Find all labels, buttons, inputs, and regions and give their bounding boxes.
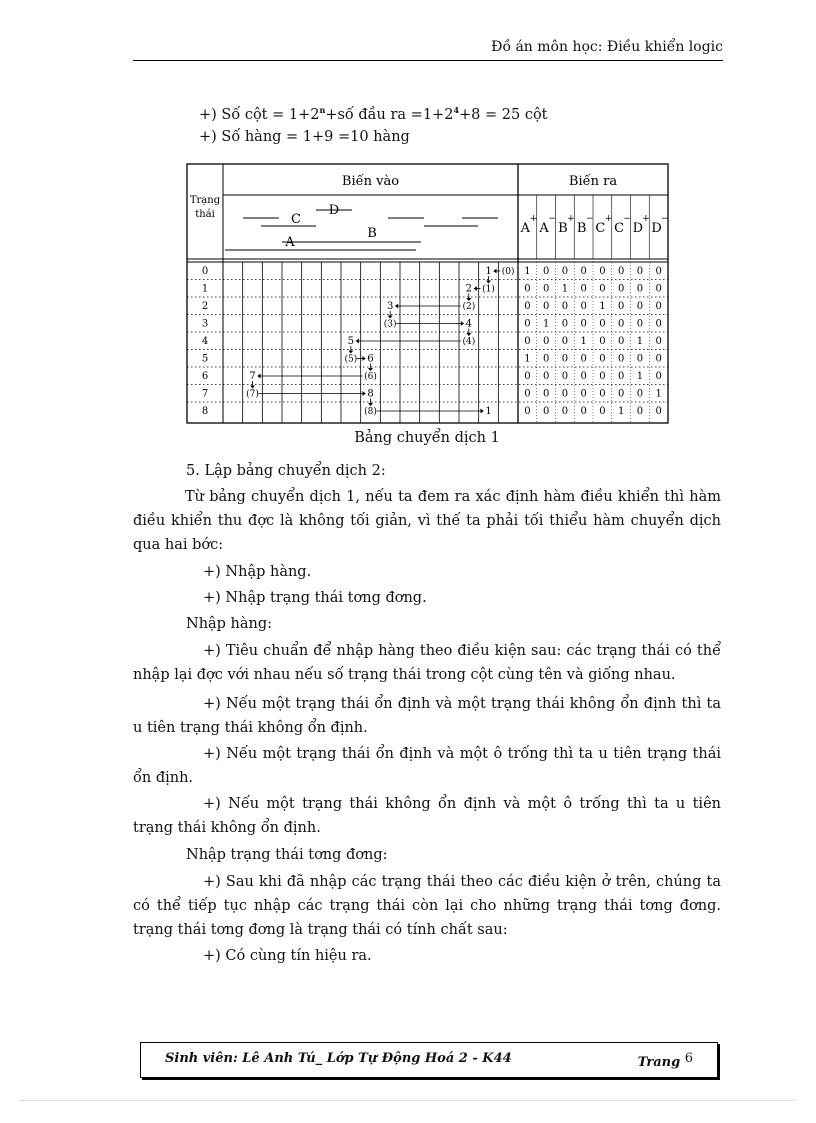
transition-mark: (8) <box>364 407 377 417</box>
output-var-sign: − <box>548 214 556 224</box>
output-var-sign: + <box>529 214 538 224</box>
output-value: 0 <box>599 336 606 347</box>
output-value: 0 <box>524 301 531 312</box>
output-value: 0 <box>561 406 569 417</box>
subheading-nhap-hang: Nhập hàng: <box>186 616 273 632</box>
output-value: 0 <box>580 406 587 417</box>
output-value: 0 <box>561 388 569 400</box>
output-value: 0 <box>580 266 587 277</box>
paragraph-rule-1-text: +) Nếu một trạng thái ổn định và một trạng thái không ổn định thì ta u tiên trạng thái không ổn định. <box>133 696 721 736</box>
output-value: 0 <box>636 283 644 295</box>
output-value: 1 <box>561 283 569 295</box>
output-value: 1 <box>580 336 587 347</box>
paragraph-intro <box>133 485 721 557</box>
output-value: 0 <box>580 388 587 400</box>
output-value: 0 <box>542 301 550 312</box>
transition-drop-head <box>368 403 373 406</box>
output-value: 0 <box>617 371 625 382</box>
output-var-label: D <box>651 221 662 236</box>
output-value: 0 <box>542 266 550 277</box>
footer-page-label: Trang <box>637 1055 681 1070</box>
transition-mark: (5) <box>344 354 358 365</box>
output-value: 0 <box>655 266 662 277</box>
page-edge-divider <box>20 1100 796 1101</box>
transition-mark: 8 <box>367 388 374 400</box>
output-value: 0 <box>542 406 550 417</box>
transition-drop-head <box>466 298 471 301</box>
output-value: 1 <box>636 371 644 382</box>
transition-mark: 1 <box>485 266 492 277</box>
heading-section-5: 5. Lập bảng chuyển dịch 2: <box>186 463 386 479</box>
transition-arrowhead <box>474 286 477 291</box>
output-value: 0 <box>617 353 625 365</box>
output-value: 0 <box>580 353 587 365</box>
output-value: 0 <box>655 301 662 312</box>
output-var-label: A <box>520 221 531 236</box>
output-value: 0 <box>617 336 625 347</box>
transition-arrowhead <box>395 304 398 309</box>
header-title: Đồ án môn học: Điều khiển logic <box>491 39 723 55</box>
output-var-label: B <box>576 221 587 236</box>
transition-arrowhead <box>356 339 359 344</box>
output-value: 0 <box>599 406 606 417</box>
formula-cols-part2: +số đầu ra =1+2 <box>325 106 454 123</box>
output-var-label: C <box>595 221 606 236</box>
output-var-sign: + <box>567 214 575 224</box>
state-number: 7 <box>201 388 209 400</box>
table-caption: Bảng chuyển dịch 1 <box>354 430 500 446</box>
formula-cols-part3: +8 = 25 cột <box>459 106 548 123</box>
output-value: 0 <box>542 353 550 365</box>
transition-arrowhead <box>258 374 261 379</box>
output-value: 0 <box>617 301 625 312</box>
output-value: 0 <box>617 283 625 295</box>
state-header-line-1: Trạng <box>189 195 221 206</box>
transition-arrowhead <box>481 409 484 414</box>
transition-arrowhead <box>494 269 497 274</box>
output-value: 0 <box>617 318 625 330</box>
footer-page <box>638 1051 693 1070</box>
output-value: 0 <box>636 353 644 365</box>
output-value: 0 <box>599 371 606 382</box>
output-value: 0 <box>636 388 644 400</box>
transition-mark: (1) <box>482 284 495 295</box>
state-number: 5 <box>201 353 209 365</box>
output-value: 0 <box>655 371 662 382</box>
transition-arrowhead <box>363 356 366 361</box>
output-value: 0 <box>524 336 531 347</box>
output-value: 0 <box>599 266 606 277</box>
output-value: 0 <box>561 301 569 312</box>
output-value: 0 <box>542 283 550 295</box>
paragraph-equivalent-text: +) Sau khi đã nhập các trạng thái theo các điều kiện ở trên, chúng ta có thể tiếp tục nhập các trạng thái còn lại cho những trạng thái tơng đơng. trạng thái tơng đơng là trạng thái có tính chất sau: <box>133 874 721 938</box>
output-value: 0 <box>655 318 662 330</box>
inputs-header: Biến vào <box>341 174 400 189</box>
output-value: 0 <box>636 266 644 277</box>
transition-mark: 3 <box>386 301 394 312</box>
output-value: 0 <box>655 283 662 295</box>
state-number: 3 <box>201 318 209 330</box>
transition-mark: (4) <box>462 337 476 347</box>
output-value: 0 <box>524 388 531 400</box>
footer-page-number: 6 <box>684 1051 693 1066</box>
output-value: 0 <box>542 336 550 347</box>
transition-mark: (2) <box>462 302 476 312</box>
transition-arrowhead <box>461 321 464 326</box>
output-var-sign: − <box>660 214 669 224</box>
output-value: 0 <box>636 301 644 312</box>
output-value: 0 <box>524 318 531 330</box>
output-value: 1 <box>617 406 625 417</box>
output-value: 1 <box>636 336 644 347</box>
paragraph-rule-2 <box>133 742 721 790</box>
output-value: 0 <box>599 353 606 365</box>
output-value: 0 <box>655 353 662 365</box>
output-value: 0 <box>524 283 531 295</box>
bullet-same-output: +) Có cùng tín hiệu ra. <box>203 948 372 964</box>
output-value: 0 <box>524 406 531 417</box>
input-var-label: A <box>285 235 295 250</box>
footer-student: Sinh viên: Lê Anh Tú_ Lớp Tự Động Hoá 2 - K44 <box>165 1051 512 1066</box>
state-number: 4 <box>201 336 209 347</box>
bullet-nhap-trang-thai: +) Nhập trạng thái tơng đơng. <box>203 590 427 606</box>
formula-columns <box>199 100 548 125</box>
transition-mark: (3) <box>383 319 397 330</box>
input-var-label: B <box>367 226 377 241</box>
transition-mark: 2 <box>465 283 473 295</box>
state-number: 0 <box>201 266 209 277</box>
formula-cols-exp-4: 4 <box>453 105 460 115</box>
page-footer <box>140 1042 718 1078</box>
paragraph-rule-3-text: +) Nếu một trạng thái không ổn định và một ô trống thì ta u tiên trạng thái không ổn định. <box>133 796 721 836</box>
output-value: 0 <box>636 318 644 330</box>
output-var-sign: − <box>585 214 594 224</box>
formula-cols-exp-n: n <box>319 105 326 115</box>
output-value: 1 <box>599 301 606 312</box>
output-var-sign: − <box>623 214 631 224</box>
transition-table-1 <box>186 163 670 425</box>
output-value: 1 <box>524 353 531 365</box>
transition-mark: 6 <box>367 353 374 365</box>
output-value: 0 <box>580 318 587 330</box>
output-value: 0 <box>561 336 569 347</box>
output-value: 0 <box>580 371 587 382</box>
state-number: 2 <box>201 301 209 312</box>
output-var-label: C <box>614 221 625 236</box>
input-var-label: C <box>291 212 301 227</box>
outputs-header: Biến ra <box>568 174 618 189</box>
formula-rows: +) Số hàng = 1+9 =10 hàng <box>199 129 410 145</box>
formula-cols-part1: +) Số cột = 1+2 <box>199 106 320 123</box>
output-value: 1 <box>655 388 662 400</box>
output-value: 1 <box>524 266 531 277</box>
transition-mark: 1 <box>485 406 492 417</box>
paragraph-equivalent <box>133 870 721 942</box>
transition-mark: 4 <box>465 318 473 330</box>
paragraph-rule-1 <box>133 692 721 740</box>
output-value: 0 <box>542 388 550 400</box>
transition-drop-head <box>348 351 353 354</box>
output-value: 0 <box>599 388 606 400</box>
transition-mark: (7) <box>246 389 259 400</box>
paragraph-rule-3 <box>133 792 721 840</box>
output-value: 0 <box>617 266 625 277</box>
input-var-label: D <box>328 203 340 218</box>
transition-drop-head <box>466 333 471 336</box>
paragraph-rule-2-text: +) Nếu một trạng thái ổn định và một ô trống thì ta u tiên trạng thái ổn định. <box>133 746 721 786</box>
output-value: 0 <box>561 318 569 330</box>
output-value: 1 <box>542 318 550 330</box>
transition-drop-head <box>388 316 393 319</box>
transition-drop-head <box>368 368 373 371</box>
output-value: 0 <box>655 336 662 347</box>
transition-mark: (0) <box>501 267 515 277</box>
bullet-nhap-hang: +) Nhập hàng. <box>203 564 312 580</box>
output-value: 0 <box>655 406 662 417</box>
output-value: 0 <box>580 301 587 312</box>
transition-mark: 5 <box>347 336 355 347</box>
subheading-nhap-trang-thai: Nhập trạng thái tơng đơng: <box>186 847 388 863</box>
output-value: 0 <box>561 266 569 277</box>
output-value: 0 <box>561 353 569 365</box>
transition-drop-head <box>486 281 491 284</box>
transition-mark: (6) <box>364 372 377 382</box>
output-value: 0 <box>599 318 606 330</box>
transition-mark: 7 <box>249 371 256 382</box>
page-header <box>133 38 723 61</box>
state-header-line-2: thái <box>195 209 215 220</box>
output-var-label: B <box>558 221 568 236</box>
paragraph-criteria <box>133 639 721 687</box>
output-var-label: D <box>632 221 644 236</box>
output-var-sign: + <box>604 214 613 224</box>
transition-arrowhead <box>363 391 366 396</box>
output-var-sign: + <box>642 214 650 224</box>
state-number: 1 <box>201 283 209 295</box>
output-value: 0 <box>599 283 606 295</box>
state-number: 6 <box>201 371 209 382</box>
output-value: 0 <box>542 371 550 382</box>
output-var-label: A <box>539 221 549 236</box>
output-value: 0 <box>580 283 587 295</box>
output-value: 0 <box>561 371 569 382</box>
output-value: 0 <box>617 388 625 400</box>
transition-drop-head <box>250 386 255 389</box>
paragraph-criteria-text: +) Tiêu chuẩn để nhập hàng theo điều kiện sau: các trạng thái có thể nhập lại đợc với nhau nếu số trạng thái trong cột cùng tên và giống nhau. <box>133 643 721 683</box>
state-number: 8 <box>201 406 209 417</box>
output-value: 0 <box>524 371 531 382</box>
paragraph-intro-text: Từ bảng chuyển dịch 1, nếu ta đem ra xác định hàm điều khiển thì hàm điều khiển thu đợc là không tối giản, vì thế ta phải tối thiểu hàm chuyển dịch qua hai bớc: <box>133 489 721 553</box>
output-value: 0 <box>636 406 644 417</box>
